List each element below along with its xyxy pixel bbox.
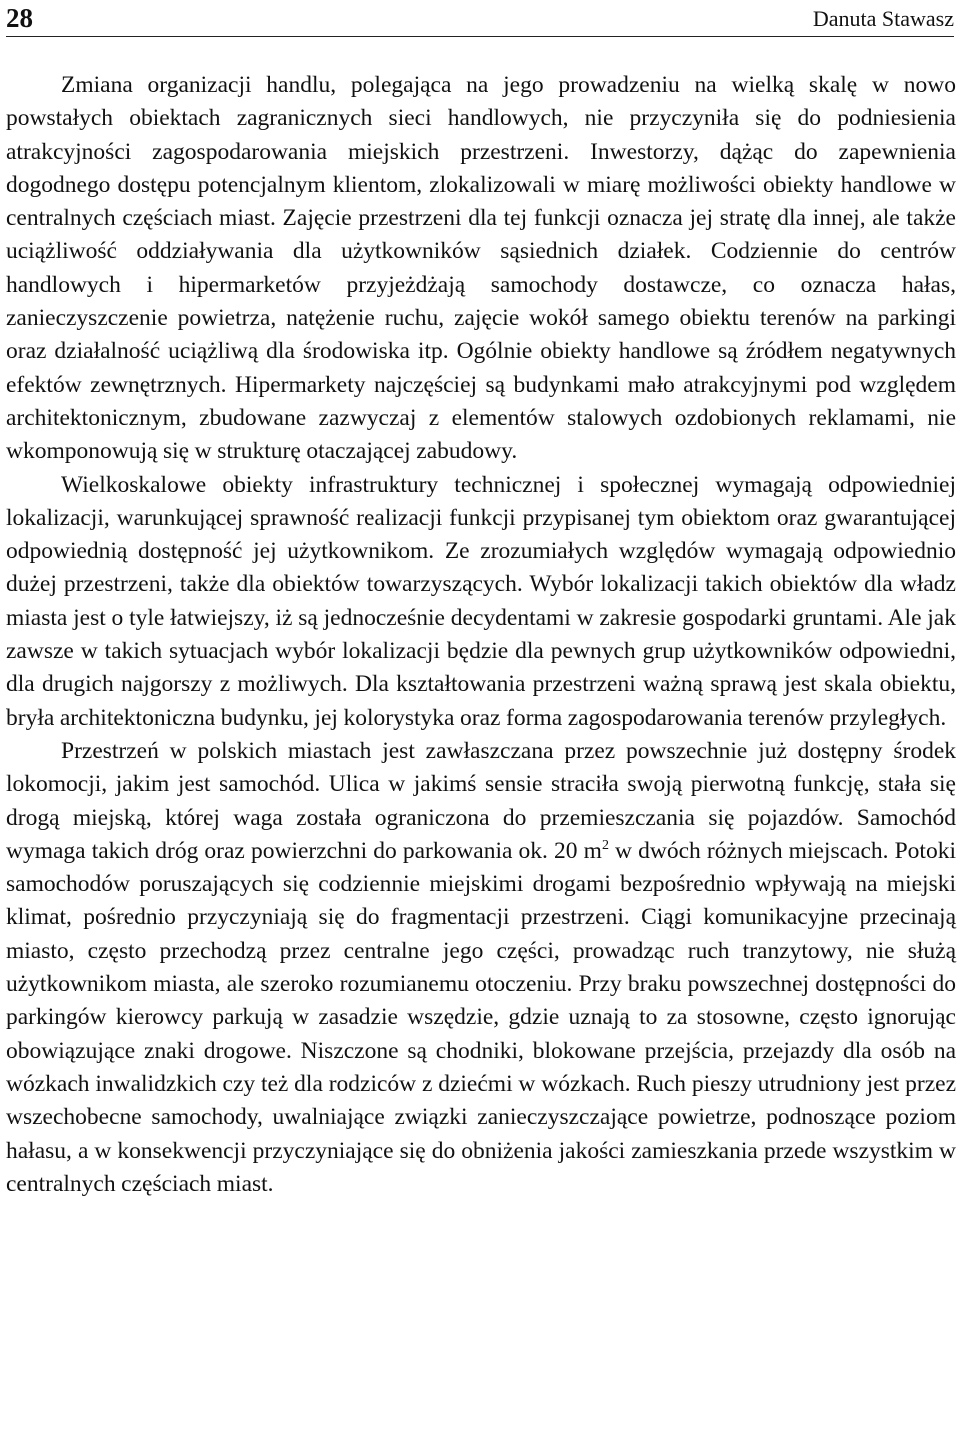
paragraph: Wielkoskalowe obiekty infrastruktury technicznej i społecznej wymagają odpowiedniej lokalizacji, warunkującej sprawność realizacji funkcji przypisanej tym obiektom oraz gwarantującej odpowiednią dostępność jej użytkownikom. Ze zrozumiałych względów wymagają odpowiednio dużej przestrzeni, także dla obiektów towarzyszących. Wybór lokalizacji takich obiektów dla władz miasta jest o tyle łatwiejszy, iż są jednocześnie decydentami w zakresie gospodarki gruntami. Ale jak zawsze w takich sytuacjach wybór lokalizacji będzie dla pewnych grup użytkowników odpowiedni, dla drugich najgorszy z możliwych. Dla kształtowania przestrzeni ważną sprawą jest skala obiektu, bryła architektoniczna budynku, jej kolorystyka oraz forma zagospodarowania terenów przyległych.	[6, 471, 956, 731]
page-header	[6, 0, 954, 37]
paragraph-text-part: Przestrzeń w polskich miastach jest zawłaszczana przez powszechnie już dostępny środek lokomocji, jakim jest samochód. Ulica w jakimś sensie straciła swoją pierwotną funkcję, stała się drogą miejską, której waga została ograniczona do przemieszczania się pojazdów. Samochód wymaga takich dróg oraz powierzchni do parkowania ok. 20 m	[6, 737, 956, 864]
paragraph	[6, 735, 956, 1201]
body-text	[6, 69, 956, 1201]
superscript-exponent: 2	[601, 838, 609, 853]
running-head-author: Danuta Stawasz	[812, 6, 954, 31]
paragraph-text-part: w dwóch różnych miejscach. Potoki samochodów poruszających się codziennie miejskimi drogami bezpośrednio wpływają na miejski klimat, pośrednio przyczyniają się do fragmentacji przestrzeni. Ciągi komunikacyjne przecinają miasto, często przechodzą przez centralne jego części, prowadząc ruch tranzytowy, nie służą użytkownikom miasta, ale szeroko rozumianemu otoczeniu. Przy braku powszechnej dostępności do parkingów kierowcy parkują w zasadzie wszędzie, gdzie uznają to za stosowne, często ignorując obowiązujące znaki drogowe. Niszczone są chodniki, blokowane przejścia, przejazdy dla osób na wózkach inwalidzkich czy też dla rodziców z dziećmi w wózkach. Ruch pieszy utrudniony jest przez wszechobecne samochody, uwalniające związki zanieczyszczające powietrze, podnoszące poziom hałasu, a w konsekwencji przyczyniające się do obniżenia jakości zamieszkania przede wszystkim w centralnych częściach miast.	[6, 837, 956, 1197]
page-number: 28	[6, 3, 33, 33]
paragraph: Zmiana organizacji handlu, polegająca na jego prowadzeniu na wielką skalę w nowo powstałych obiektach zagranicznych sieci handlowych, nie przyczyniła się do podniesienia atrakcyjności zagospodarowania miejskich przestrzeni. Inwestorzy, dążąc do zapewnienia dogodnego dostępu potencjalnym klientom, zlokalizowali w miarę możliwości obiekty handlowe w centralnych częściach miast. Zajęcie przestrzeni dla tej funkcji oznacza jej stratę dla innej, ale także uciążliwość oddziaływania dla użytkowników sąsiednich działek. Codziennie do centrów handlowych i hipermarketów przyjeżdżają samochody dostawcze, co oznacza hałas, zanieczyszczenie powietrza, natężenie ruchu, zajęcie wokół samego obiektu terenów na parkingi oraz działalność uciążliwą dla środowiska itp. Ogólnie obiekty handlowe są źródłem negatywnych efektów zewnętrznych. Hipermarkety najczęściej są budynkami mało atrakcyjnymi pod względem architektonicznym, zbudowane zazwyczaj z elementów stalowych ozdobionych reklamami, nie wkomponowują się w strukturę otaczającej zabudowy.	[6, 72, 956, 465]
